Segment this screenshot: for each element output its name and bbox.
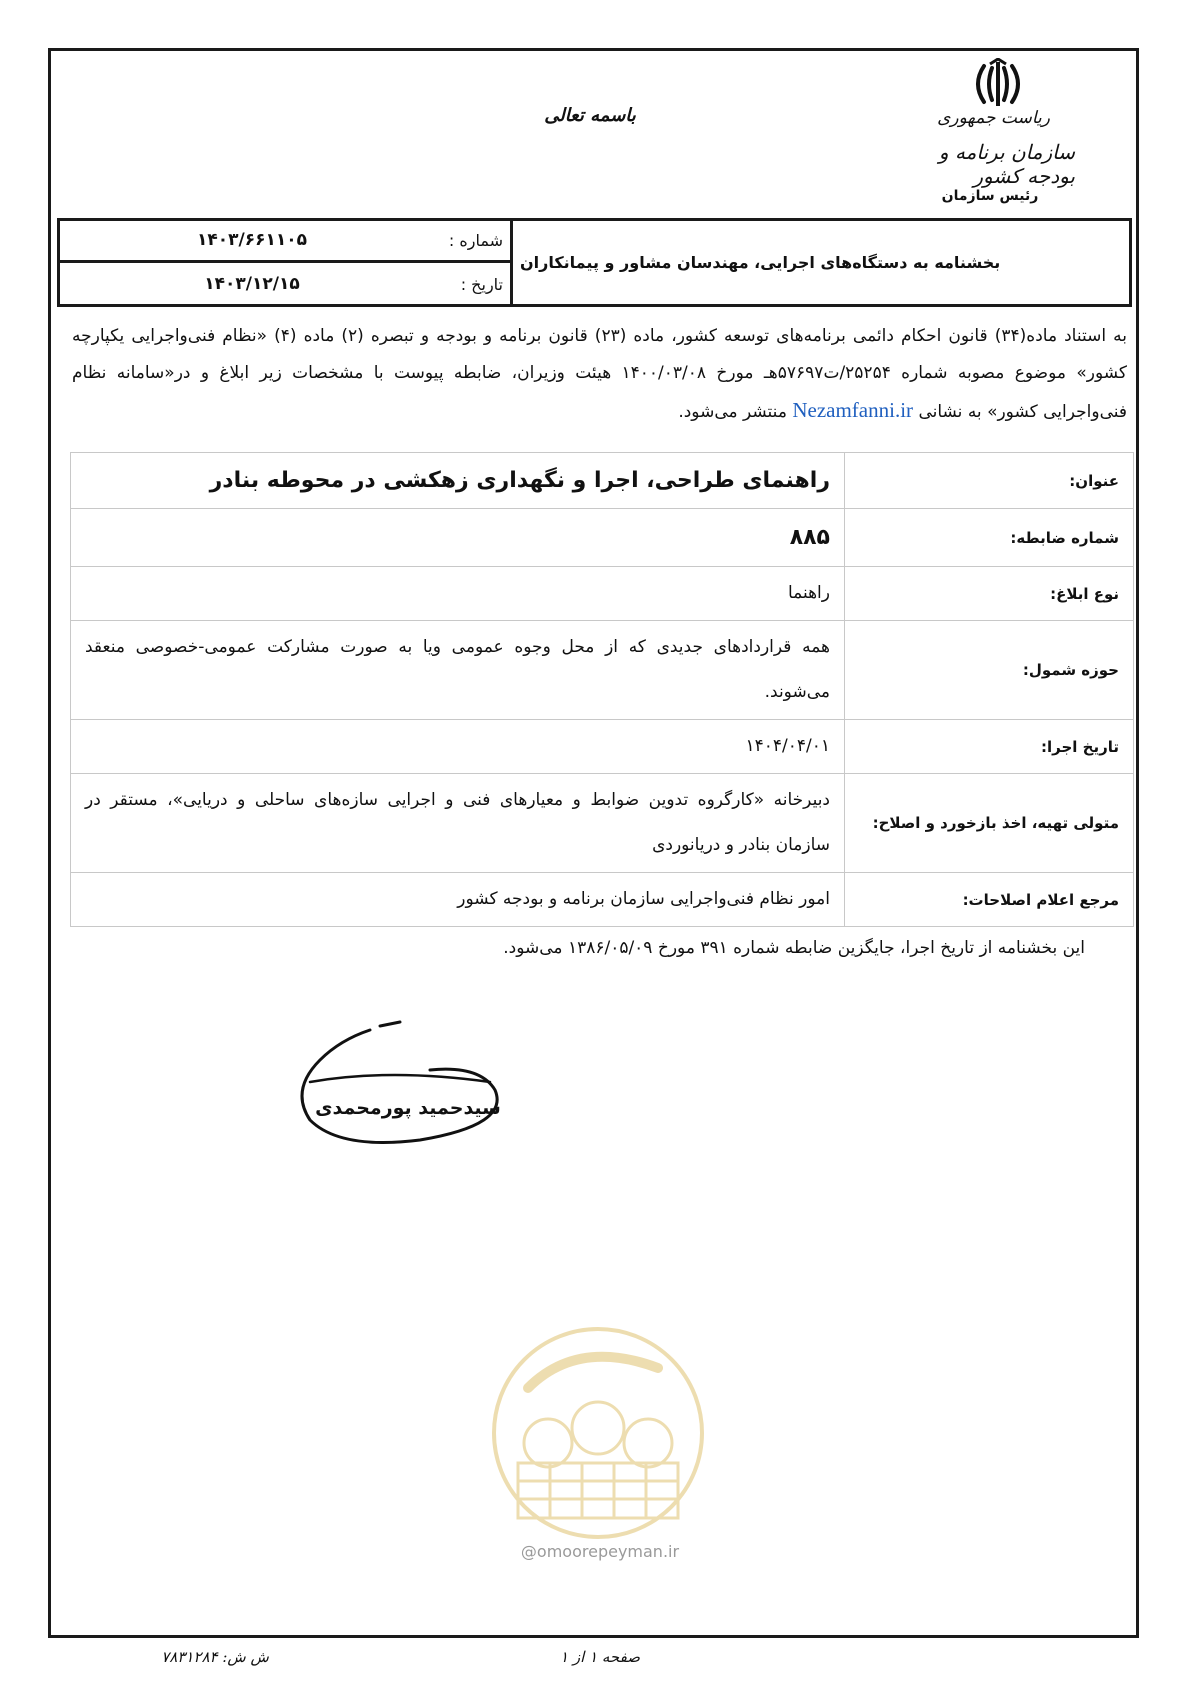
row-value-custodian: دبیرخانه «کارگروه تدوین ضوابط و معیارهای فنی و اجرایی سازه‌های ساحلی و دریایی»، مستقر در سازمان بنادر و دریانوردی: [71, 774, 845, 873]
intro-text-end: منتشر می‌شود.: [678, 402, 787, 422]
site-link[interactable]: Nezamfanni.ir: [792, 398, 914, 422]
organization-name: سازمان برنامه و بودجه کشور: [938, 140, 1075, 188]
circular-number: ۱۴۰۳/۶۶۱۱۰۵: [197, 230, 307, 250]
iran-emblem-icon: [968, 58, 1028, 112]
row-value-scope: همه قراردادهای جدیدی که از محل وجوه عمومی ویا به صورت مشارکت عمومی-خصوصی منعقد می‌شوند.: [71, 621, 845, 720]
row-label-type: نوع ابلاغ:: [845, 567, 1134, 621]
table-row: [71, 621, 1134, 720]
spec-table: [70, 452, 1134, 927]
watermark-logo: [488, 1318, 708, 1548]
signature-name: سیدحمید پورمحمدی: [315, 1097, 501, 1119]
table-row: [71, 873, 1134, 927]
row-label-corrections: مرجع اعلام اصلاحات:: [845, 873, 1134, 927]
row-value-code: ۸۸۵: [71, 509, 845, 567]
circular-number-label: شماره :: [448, 230, 503, 250]
circular-meta-divider: [57, 260, 513, 263]
table-row: [71, 720, 1134, 774]
row-value-type: راهنما: [71, 567, 845, 621]
watermark-site: @omoorepeyman.ir: [520, 1542, 680, 1561]
head-title: رئیس سازمان: [941, 188, 1039, 204]
row-value-title: راهنمای طراحی، اجرا و نگهداری زهکشی در محوطه بنادر: [71, 453, 845, 509]
row-label-custodian: متولی تهیه، اخذ بازخورد و اصلاح:: [845, 774, 1134, 873]
row-value-exec-date: ۱۴۰۴/۰۴/۰۱: [71, 720, 845, 774]
circular-number-row: [62, 220, 507, 260]
intro-text: به استناد ماده(۳۴) قانون احکام دائمی برنامه‌های توسعه کشور، ماده (۲۳) قانون برنامه و بودجه و تبصره (۲) ماده (۴) «نظام فنی‌واجرایی یکپارچه کشور» موضوع مصوبه شماره ۲۵۲۵۴/ت۵۷۶۹۷هـ مورخ ۱۴۰۰/۰۳/۰۸ هیئت وزیران، ضابطه پیوست با مشخصات زیر ابلاغ و در«سامانه نظام فنی‌واجرایی کشور» به نشانی: [72, 326, 1127, 422]
row-label-exec-date: تاریخ اجرا:: [845, 720, 1134, 774]
row-value-corrections: امور نظام فنی‌واجرایی سازمان برنامه و بودجه کشور: [71, 873, 845, 927]
serial-number: ش ش: ۷۸۳۱۲۸۴: [161, 1648, 269, 1666]
row-label-title: عنوان:: [845, 453, 1134, 509]
circular-date-label: تاریخ :: [460, 274, 503, 294]
page-number: صفحه ۱ از ۱: [560, 1648, 640, 1666]
circular-date-row: [62, 264, 507, 304]
row-label-code: شماره ضابطه:: [845, 509, 1134, 567]
signature-stamp: [280, 1020, 520, 1160]
table-row: [71, 567, 1134, 621]
basmala: باسمه تعالی: [544, 105, 636, 126]
presidency-label: ریاست جمهوری: [937, 108, 1050, 128]
table-row: [71, 774, 1134, 873]
table-row: [71, 509, 1134, 567]
table-row: [71, 453, 1134, 509]
intro-paragraph: [72, 318, 1127, 431]
closing-statement: این بخشنامه از تاریخ اجرا، جایگزین ضابطه شماره ۳۹۱ مورخ ۱۳۸۶/۰۵/۰۹ می‌شود.: [503, 938, 1085, 958]
circular-date: ۱۴۰۳/۱۲/۱۵: [204, 274, 300, 294]
circular-title: بخشنامه به دستگاه‌های اجرایی، مهندسان مشاور و پیمانکاران: [520, 253, 1001, 272]
row-label-scope: حوزه شمول:: [845, 621, 1134, 720]
